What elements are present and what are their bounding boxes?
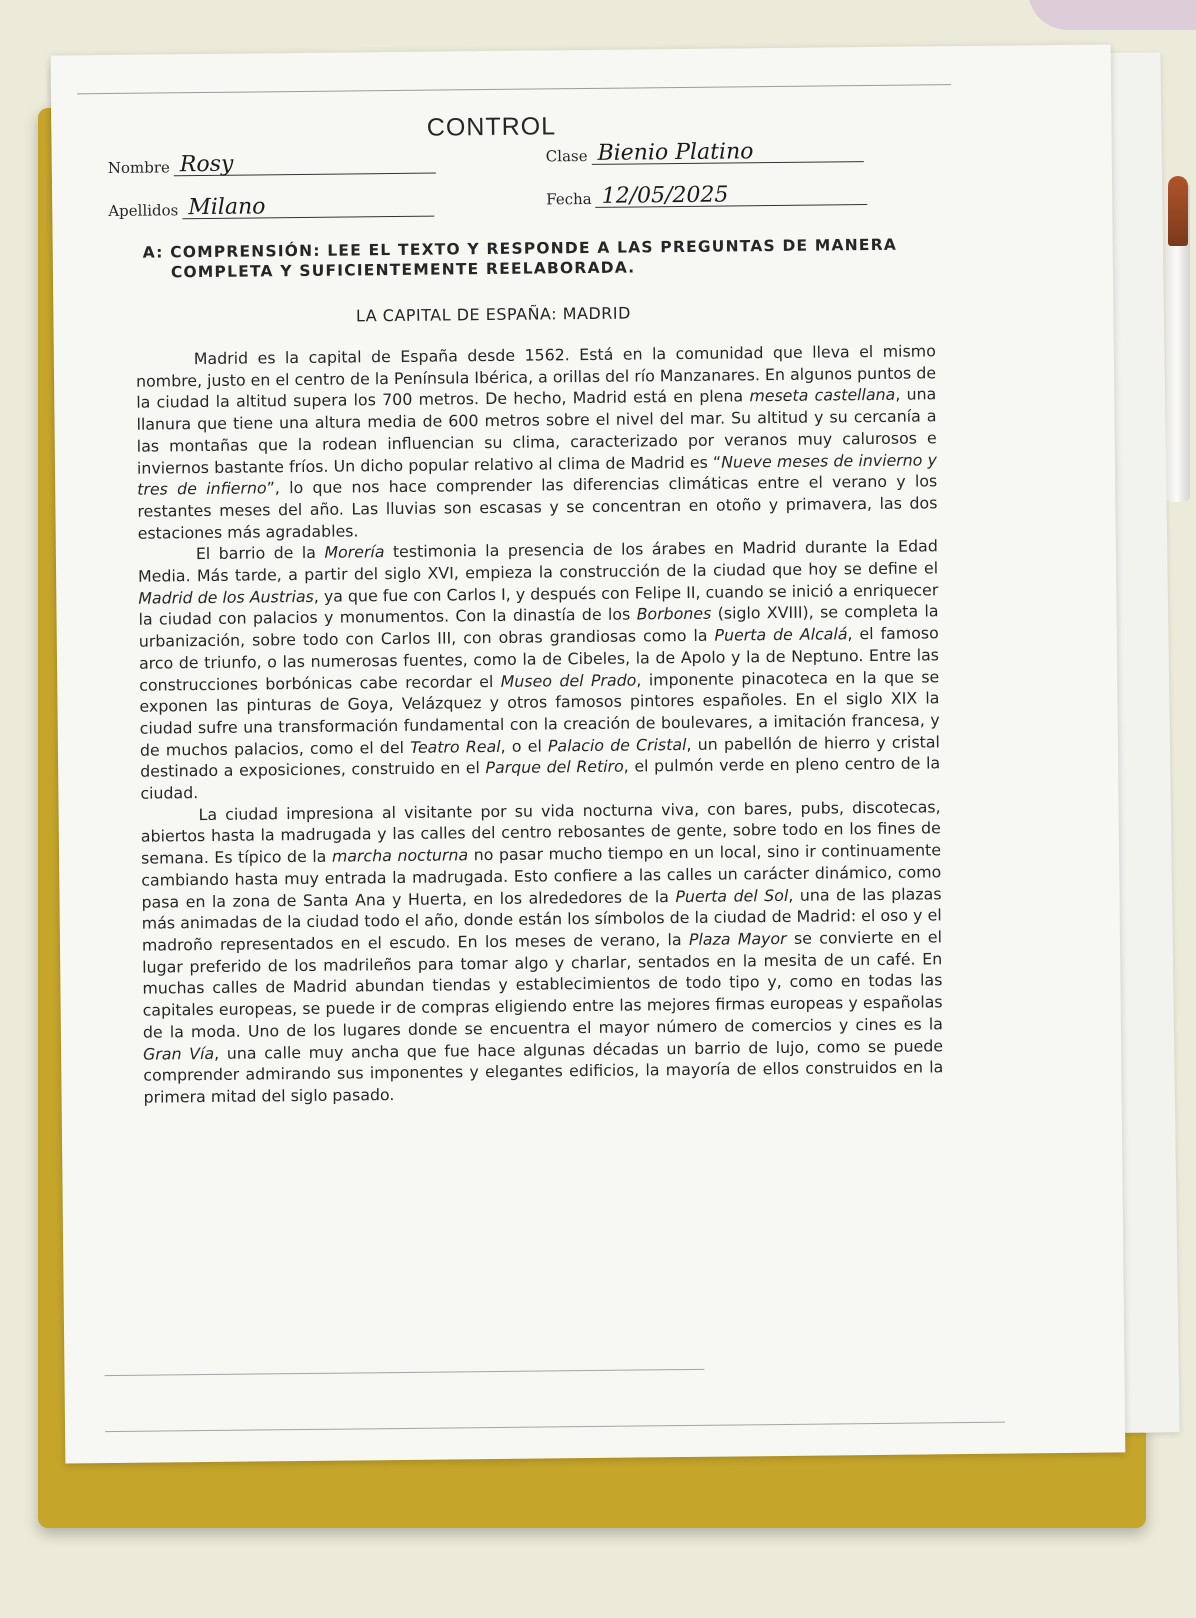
- clase-value: Bienio Platino: [597, 139, 754, 166]
- instructions-line-2: COMPLETA Y SUFICIENTEMENTE REELABORADA.: [170, 258, 636, 282]
- p2-text-j: , el pulmón verde en pleno centro de la ciudad.: [140, 753, 941, 803]
- apellidos-label: Apellidos: [108, 201, 179, 220]
- pen-cap: [1168, 176, 1188, 246]
- p2-italic-3: Borbones: [636, 604, 712, 624]
- p3-text-e: , una calle muy ancha que fue hace algunas décadas un barrio de lujo, como se puede comprender admirando sus imponentes y elegantes edificios, la mayoría de ellos construidos en la primera mitad del siglo pasado.: [143, 1035, 944, 1107]
- p2-text-c: , ya que fue con Carlos I, y después con Felipe II, cuando se inició a enriquecer la ciudad con palacios y monumentos. Con la dinastía de los: [138, 580, 939, 630]
- reading-text: [136, 340, 944, 1108]
- fecha-field: [546, 178, 868, 208]
- p3-text-c: , una de las plazas más animadas de la ciudad todo el año, donde están los símbolos de la ciudad de Madrid: el oso y el madroño representados en el escudo. En los meses de verano, la: [141, 883, 942, 955]
- p2-italic-2: Madrid de los Austrias: [138, 586, 314, 608]
- p2-italic-5: Museo del Prado: [500, 670, 637, 691]
- p3-italic-2: Puerta del Sol: [675, 885, 789, 906]
- p1-text-a: Madrid es la capital de España desde 1562. Está en la comunidad que lleva el mismo nombre, justo en el centro de la Península Ibérica, a orillas del río Manzanares. En algunos puntos de la ciudad la altitud supera los 700 metros. De hecho, Madrid está en plena: [135, 341, 937, 413]
- paragraph-1: [136, 340, 938, 544]
- nombre-label: Nombre: [107, 158, 170, 177]
- p2-text-a: El barrio de la: [195, 543, 325, 564]
- background-fabric: [1028, 0, 1196, 30]
- fecha-value: 12/05/2025: [601, 182, 729, 209]
- p2-text-g: , o el: [500, 736, 549, 756]
- p3-text-b: no pasar mucho tiempo en un local, sino ir continuamente cambiando hasta muy entrada la madrugada. Esto confiere a las calles un carácter dinámico, como pasa en la zona de Santa Ana y Huerta, en los alrededores de la: [141, 840, 942, 912]
- apellidos-line[interactable]: [182, 190, 434, 220]
- p2-italic-8: Parque del Retiro: [485, 756, 624, 778]
- apellidos-value: Milano: [188, 194, 266, 221]
- clase-line[interactable]: [591, 135, 863, 165]
- p2-text-f: , imponente pinacoteca en la que se exponen las pinturas de Goya, Velázquez y otros famosos pintores españoles. En el siglo XIX la ciudad sufre una transformación fundamental con la creación de boulevares, a imitación francesa, y de muchos palacios, como el del: [139, 666, 940, 760]
- p2-text-d: (siglo XVIII), se completa la urbanización, sobre todo con Carlos III, con obras grandiosas como la: [138, 601, 939, 651]
- p1-text-b: , una llanura que tiene una altura media de 600 metros sobre el nivel del mar. Su altitud y su cercanía a las montañas que la rodean influencian su clima, caracterizado por veranos muy calurosos e inviernos bastante fríos. Un dicho popular relativo al clima de Madrid es “: [136, 384, 937, 478]
- nombre-line[interactable]: [174, 147, 436, 177]
- p2-italic-6: Teatro Real: [410, 736, 501, 757]
- p2-italic-1: Morería: [324, 542, 385, 563]
- answer-line-1[interactable]: [104, 1369, 704, 1376]
- p2-italic-7: Palacio de Cristal: [547, 734, 687, 756]
- p2-text-e: , el famoso arco de triunfo, o las numerosas fuentes, como la de Cibeles, la de Apolo y la de Neptuno. Entre las construcciones borbónicas cabe recordar el: [138, 623, 940, 695]
- p3-text-a: La ciudad impresiona al visitante por su vida nocturna viva, con bares, pubs, discotecas, abiertos hasta la madrugada y las calles del centro rebosantes de gente, sobre todo en los fines de semana. Es típico de la: [140, 797, 941, 868]
- p2-text-h: , un pabellón de hierro y cristal destinado a exposiciones, construido en el: [140, 731, 940, 782]
- apellidos-field: [108, 190, 434, 220]
- paragraph-3: [141, 796, 944, 1108]
- nombre-field: [108, 147, 436, 177]
- page-title: CONTROL: [426, 112, 557, 142]
- p2-italic-4: Puerta de Alcalá: [714, 624, 848, 645]
- p2-text-b: testimonia la presencia de los árabes en Madrid durante la Edad Media. Más tarde, a partir del siglo XVI, empieza la construcción de la ciudad que hoy se define el: [138, 536, 939, 586]
- p3-text-d: se convierte en el lugar preferido de los madrileños para tomar algo y charlar, sentados en la mesita de un café. En muchas calles de Madrid abundan tiendas y establecimientos de todo tipo y, como en todas las capitales europeas, se puede ir de compras eligiendo entre las mejores firmas europeas y españolas de la moda. Uno de los lugares donde se encuentra el mayor número de comercios y cines es la: [142, 927, 943, 1042]
- paragraph-2: [138, 536, 941, 805]
- fecha-line[interactable]: [595, 178, 867, 208]
- top-rule: [77, 84, 951, 94]
- clase-label: Clase: [545, 146, 588, 166]
- fecha-label: Fecha: [546, 189, 592, 209]
- p1-text-c: ”, lo que nos hace comprender las diferencias climáticas entre el verano y los restantes meses del año. Las lluvias son escasas y se concentran en otoño y primavera, las dos estaciones más agradables.: [137, 471, 938, 543]
- instructions-heading: [143, 234, 923, 282]
- p3-italic-3: Plaza Mayor: [688, 928, 787, 949]
- clase-field: [546, 135, 864, 165]
- answer-line-2[interactable]: [105, 1422, 1005, 1432]
- reading-title: LA CAPITAL DE ESPAÑA: MADRID: [355, 303, 631, 326]
- p1-italic-1: meseta castellana: [749, 385, 896, 406]
- p3-italic-1: marcha nocturna: [331, 845, 469, 866]
- nombre-value: Rosy: [179, 151, 234, 178]
- p3-italic-4: Gran Vía: [143, 1043, 215, 1064]
- p1-italic-2: Nueve meses de invierno y tres de infierno: [137, 449, 938, 499]
- exam-sheet: [51, 44, 1126, 1463]
- instructions-line-1: A: COMPRENSIÓN: LEE EL TEXTO Y RESPONDE A LAS PREGUNTAS DE MANERA: [142, 235, 898, 262]
